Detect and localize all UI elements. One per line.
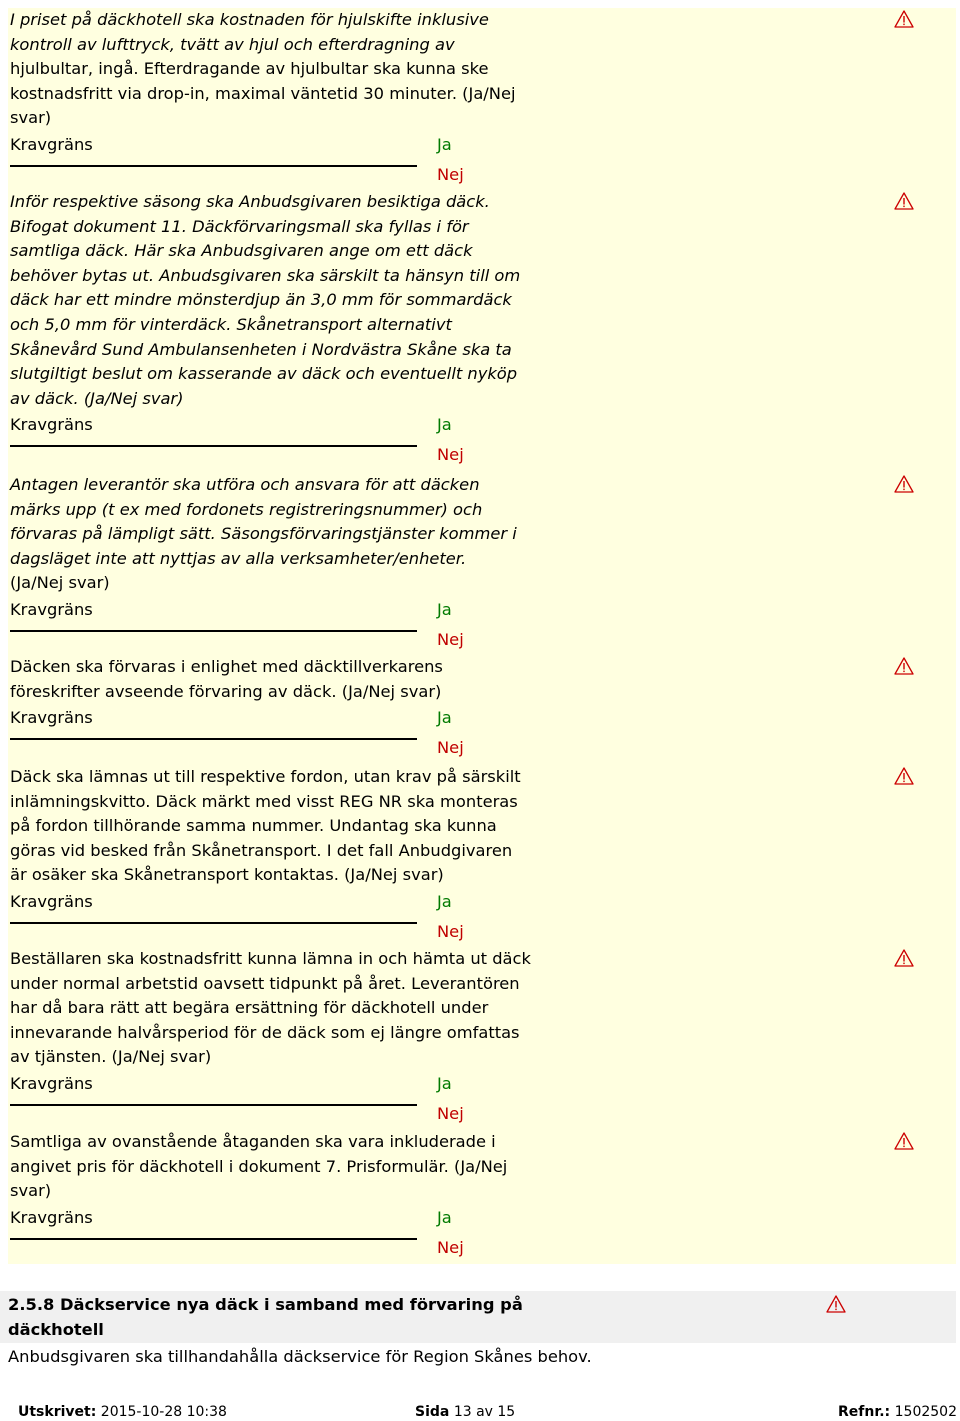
- answer-no-option[interactable]: Nej: [437, 738, 464, 758]
- requirement-text: [10, 655, 550, 704]
- section-title-line: 2.5.8 Däckservice nya däck i samband med förvaring på: [8, 1295, 523, 1314]
- warning-icon[interactable]: [894, 657, 914, 675]
- answer-yes-option[interactable]: Ja: [437, 892, 452, 911]
- requirement-line: svar): [10, 1181, 52, 1201]
- page-footer: [0, 1403, 960, 1421]
- footer-page-value: 13 av 15: [453, 1404, 516, 1420]
- kravgrans-divider: [10, 738, 417, 740]
- requirement-line: innevarande halvårsperiod för de däck som ej längre omfattas: [10, 1022, 520, 1042]
- warning-icon[interactable]: [894, 1132, 914, 1150]
- kravgrans-divider: [10, 1104, 417, 1106]
- answer-yes-option[interactable]: Ja: [437, 1074, 452, 1093]
- requirement-line: Bifogat dokument 11. Däckförvaringsmall ska fyllas i för: [10, 216, 469, 236]
- answer-no-option[interactable]: Nej: [437, 165, 464, 184]
- requirement-line: Skånevård Sund Ambulansenheten i Nordvästra Skåne ska ta: [10, 339, 512, 359]
- kravgrans-label: Kravgräns: [10, 600, 93, 619]
- answer-yes-option[interactable]: Ja: [437, 135, 452, 154]
- requirement-line: och 5,0 mm för vinterdäck. Skånetransport alternativt: [10, 314, 452, 334]
- section-title: [8, 1293, 568, 1342]
- requirement-line: Inför respektive säsong ska Anbudsgivaren besiktiga däck.: [10, 192, 490, 211]
- requirement-line: Däcken ska förvaras i enlighet med däcktillverkarens: [10, 657, 443, 676]
- kravgrans-divider: [10, 165, 417, 167]
- requirement-text: [10, 1130, 550, 1204]
- warning-icon[interactable]: [894, 10, 914, 28]
- requirement-line: dagsläget inte att nyttjas av alla verksamheter/enheter.: [10, 548, 467, 568]
- answer-yes-option[interactable]: Ja: [437, 415, 452, 435]
- answer-no-option[interactable]: Nej: [437, 1237, 464, 1257]
- requirement-line: på fordon tillhörande samma nummer. Undantag ska kunna: [10, 816, 497, 836]
- kravgrans-label: Kravgräns: [10, 1074, 93, 1093]
- answer-yes-option[interactable]: Ja: [437, 1207, 452, 1227]
- footer-page: [415, 1403, 515, 1421]
- requirement-line: däck har ett mindre mönsterdjup än 3,0 mm för sommardäck: [10, 290, 512, 310]
- requirement-line: hjulbultar, ingå. Efterdragande av hjulbultar ska kunna ske: [10, 59, 489, 79]
- requirement-line: inlämningskvitto. Däck märkt med visst REG NR ska monteras: [10, 791, 518, 811]
- answer-no-option[interactable]: Nej: [437, 445, 464, 465]
- requirement-text: [10, 765, 550, 888]
- requirement-text: [10, 473, 550, 596]
- footer-printed-value: 2015-10-28 10:38: [100, 1404, 227, 1420]
- footer-printed: [18, 1403, 227, 1421]
- kravgrans-label: Kravgräns: [10, 415, 93, 435]
- requirement-text: [10, 190, 550, 411]
- answer-no-option[interactable]: Nej: [437, 1104, 464, 1123]
- requirement-line: under normal arbetstid oavsett tidpunkt på året. Leverantören: [10, 973, 520, 993]
- section-description: Anbudsgivaren ska tillhandahålla däckservice för Region Skånes behov.: [8, 1347, 592, 1366]
- requirement-line: av tjänsten. (Ja/Nej svar): [10, 1047, 212, 1067]
- answer-no-option[interactable]: Nej: [437, 630, 464, 649]
- footer-page-label: Sida: [415, 1404, 450, 1420]
- requirement-line: I priset på däckhotell ska kostnaden för hjulskifte inklusive: [10, 10, 489, 29]
- kravgrans-divider: [10, 630, 417, 632]
- footer-printed-label: Utskrivet:: [18, 1404, 97, 1420]
- kravgrans-label: Kravgräns: [10, 135, 93, 154]
- footer-ref-value: 1502502: [894, 1404, 957, 1420]
- requirement-line: Samtliga av ovanstående åtaganden ska vara inkluderade i: [10, 1132, 496, 1151]
- requirement-line: samtliga däck. Här ska Anbudsgivaren ange om ett däck: [10, 241, 473, 261]
- kravgrans-divider: [10, 922, 417, 924]
- requirement-line: kostnadsfritt via drop-in, maximal väntetid 30 minuter. (Ja/Nej: [10, 83, 516, 103]
- requirement-line: behöver bytas ut. Anbudsgivaren ska särskilt ta hänsyn till om: [10, 265, 521, 285]
- requirement-line: av däck. (Ja/Nej svar): [10, 388, 184, 408]
- answer-no-option[interactable]: Nej: [437, 922, 464, 941]
- warning-icon[interactable]: [894, 192, 914, 210]
- requirement-line: Antagen leverantör ska utföra och ansvara för att däcken: [10, 475, 480, 494]
- footer-ref-label: Refnr.:: [838, 1404, 891, 1420]
- kravgrans-label: Kravgräns: [10, 1207, 93, 1227]
- warning-icon[interactable]: [894, 949, 914, 967]
- warning-icon[interactable]: [894, 767, 914, 785]
- answer-yes-option[interactable]: Ja: [437, 708, 452, 728]
- requirement-line: kontroll av lufttryck, tvätt av hjul och efterdragning av: [10, 34, 455, 54]
- requirement-line: Däck ska lämnas ut till respektive fordon, utan krav på särskilt: [10, 767, 521, 786]
- requirement-line: är osäker ska Skånetransport kontaktas. (Ja/Nej svar): [10, 865, 444, 885]
- kravgrans-divider: [10, 445, 417, 447]
- requirement-line: angivet pris för däckhotell i dokument 7. Prisformulär. (Ja/Nej: [10, 1156, 508, 1176]
- section-title-line: däckhotell: [8, 1319, 104, 1339]
- requirement-line: förvaras på lämpligt sätt. Säsongsförvaringstjänster kommer i: [10, 524, 517, 544]
- requirement-text: [10, 8, 550, 131]
- warning-icon[interactable]: [826, 1295, 846, 1313]
- requirement-text: [10, 947, 550, 1070]
- kravgrans-label: Kravgräns: [10, 708, 93, 728]
- kravgrans-label: Kravgräns: [10, 892, 93, 911]
- requirement-line: har då bara rätt att begära ersättning för däckhotell under: [10, 998, 489, 1018]
- requirement-line: märks upp (t ex med fordonets registreringsnummer) och: [10, 499, 483, 519]
- kravgrans-divider: [10, 1238, 417, 1240]
- requirement-line: Beställaren ska kostnadsfritt kunna lämna in och hämta ut däck: [10, 949, 531, 968]
- answer-yes-option[interactable]: Ja: [437, 600, 452, 619]
- requirement-line: (Ja/Nej svar): [10, 573, 110, 593]
- requirement-line: slutgiltigt beslut om kasserande av däck och eventuellt nyköp: [10, 364, 518, 384]
- warning-icon[interactable]: [894, 475, 914, 493]
- requirement-line: göras vid besked från Skånetransport. I det fall Anbudgivaren: [10, 840, 513, 860]
- footer-ref: [838, 1403, 957, 1421]
- requirement-line: svar): [10, 108, 52, 128]
- requirement-line: föreskrifter avseende förvaring av däck. (Ja/Nej svar): [10, 681, 442, 701]
